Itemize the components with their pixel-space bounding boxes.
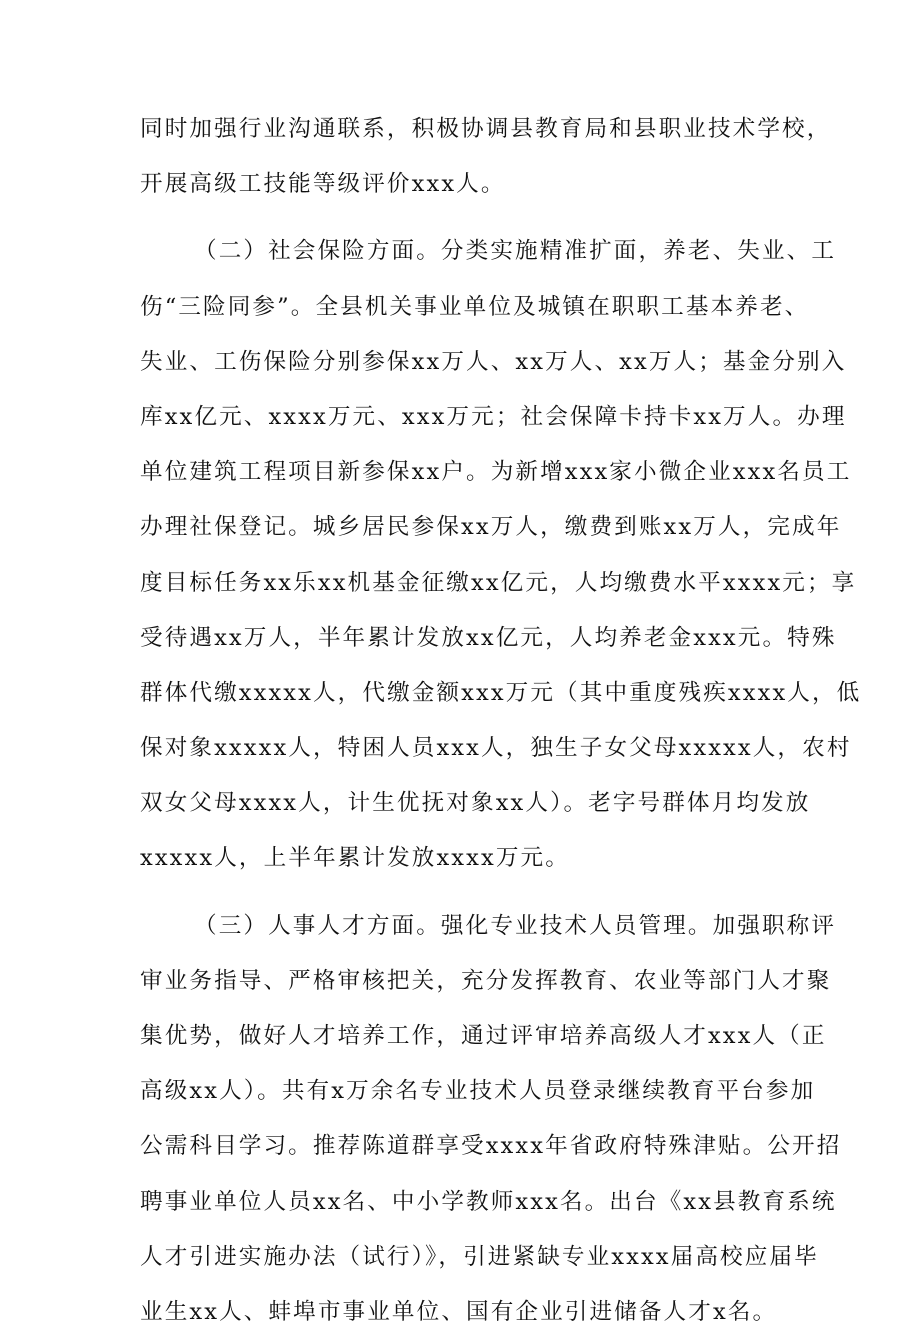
text-line: 高级xx人）。共有x万余名专业技术人员登录继续教育平台参加: [140, 1078, 816, 1105]
text-line: 开展高级工技能等级评价xxx人。: [140, 171, 506, 198]
text-line: 伤“三险同参”。全县机关事业单位及城镇在职职工基本养老、: [140, 293, 810, 320]
text-line: 聘事业单位人员xx名、中小学教师xxx名。出台《xx县教育系统: [140, 1188, 837, 1215]
text-line: 受待遇xx万人，半年累计发放xx亿元，人均养老金xxx元。特殊: [140, 624, 837, 651]
text-line: 业生xx人、蚌埠市事业单位、国有企业引进储备人才x名。: [140, 1298, 778, 1325]
text-line: 保对象xxxxx人，特困人员xxx人，独生子女父母xxxxx人，农村: [140, 735, 852, 762]
document-body: [140, 102, 862, 1340]
text-line: 度目标任务xx乐xx机基金征缴xx亿元，人均缴费水平xxxx元；享: [140, 569, 857, 596]
text-line: （三）人事人才方面。强化专业技术人员管理。加强职称评: [194, 912, 837, 939]
paragraph-social-insurance: [140, 224, 862, 886]
text-line: 单位建筑工程项目新参保xx户。为新增xxx家小微企业xxx名员工: [140, 459, 852, 486]
text-line: 办理社保登记。城乡居民参保xx万人，缴费到账xx万人，完成年: [140, 514, 842, 541]
text-line: （二）社会保险方面。分类实施精准扩面，养老、失业、工: [194, 238, 837, 265]
text-line: xxxxx人，上半年累计发放xxxx万元。: [140, 845, 570, 872]
text-line: 集优势，做好人才培养工作，通过评审培养高级人才xxx人（正: [140, 1023, 827, 1049]
text-line: 公需科目学习。推荐陈道群享受xxxx年省政府特殊津贴。公开招: [140, 1133, 842, 1160]
text-line: 双女父母xxxx人，计生优抚对象xx人）。老字号群体月均发放: [140, 790, 811, 817]
text-line: 群体代缴xxxxx人，代缴金额xxx万元（其中重度残疾xxxx人，低: [140, 679, 862, 706]
paragraph-continuation: [140, 102, 832, 212]
text-line: 审业务指导、严格审核把关，充分发挥教育、农业等部门人才聚: [140, 967, 832, 994]
text-line: 人才引进实施办法（试行）》，引进紧缺专业xxxx届高校应届毕: [140, 1243, 819, 1270]
paragraph-personnel-talent: [140, 899, 842, 1340]
text-line: 失业、工伤保险分别参保xx万人、xx万人、xx万人；基金分别入: [140, 348, 847, 375]
text-line: 库xx亿元、xxxx万元、xxx万元；社会保障卡持卡xx万人。办理: [140, 403, 847, 430]
text-line: 同时加强行业沟通联系，积极协调县教育局和县职业技术学校，: [140, 116, 832, 142]
